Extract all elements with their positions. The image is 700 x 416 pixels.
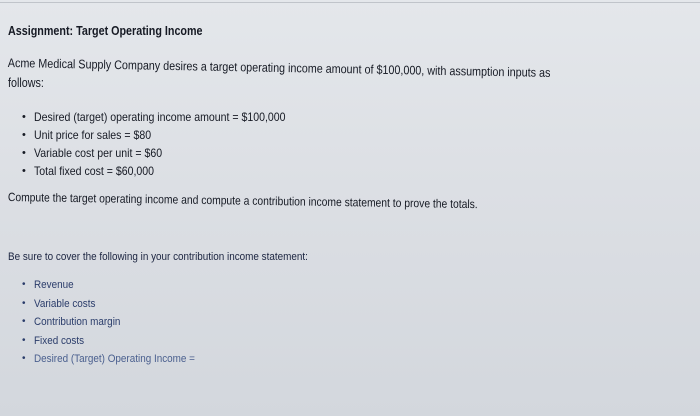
list-item bbox=[22, 144, 320, 162]
coverage-heading: Be sure to cover the following in your contribution income statement: bbox=[8, 251, 308, 263]
compute-instruction: Compute the target operating income and compute a contribution income statement to prove the totals. bbox=[7, 190, 478, 212]
coverage-list bbox=[22, 276, 213, 369]
assignment-title: Assignment: Target Operating Income bbox=[8, 24, 203, 38]
list-item bbox=[22, 295, 213, 314]
assumption-fixed-cost: Total fixed cost = $60,000 bbox=[34, 164, 155, 178]
assumption-unit-price: Unit price for sales = $80 bbox=[34, 128, 152, 142]
coverage-desired-income: Desired (Target) Operating Income = bbox=[34, 353, 195, 365]
coverage-contribution-margin: Contribution margin bbox=[34, 316, 121, 328]
intro-line-1: Acme Medical Supply Company desires a target operating income amount of $100,000, with assumption inputs as bbox=[7, 55, 551, 80]
assumption-desired-income: Desired (target) operating income amount = $100,000 bbox=[34, 110, 286, 124]
intro-paragraph bbox=[8, 53, 639, 93]
list-item bbox=[22, 126, 320, 144]
coverage-fixed-costs: Fixed costs bbox=[34, 334, 85, 347]
top-divider bbox=[0, 2, 700, 3]
coverage-revenue: Revenue bbox=[34, 279, 74, 291]
assumption-list bbox=[22, 108, 320, 180]
list-item bbox=[22, 108, 320, 126]
list-item bbox=[22, 332, 213, 351]
intro-line-2: follows: bbox=[8, 76, 44, 90]
coverage-variable-costs: Variable costs bbox=[34, 297, 96, 310]
list-item bbox=[22, 276, 213, 295]
assumption-variable-cost: Variable cost per unit = $60 bbox=[34, 146, 163, 160]
list-item bbox=[22, 162, 320, 180]
list-item bbox=[22, 350, 213, 369]
list-item bbox=[22, 313, 213, 332]
